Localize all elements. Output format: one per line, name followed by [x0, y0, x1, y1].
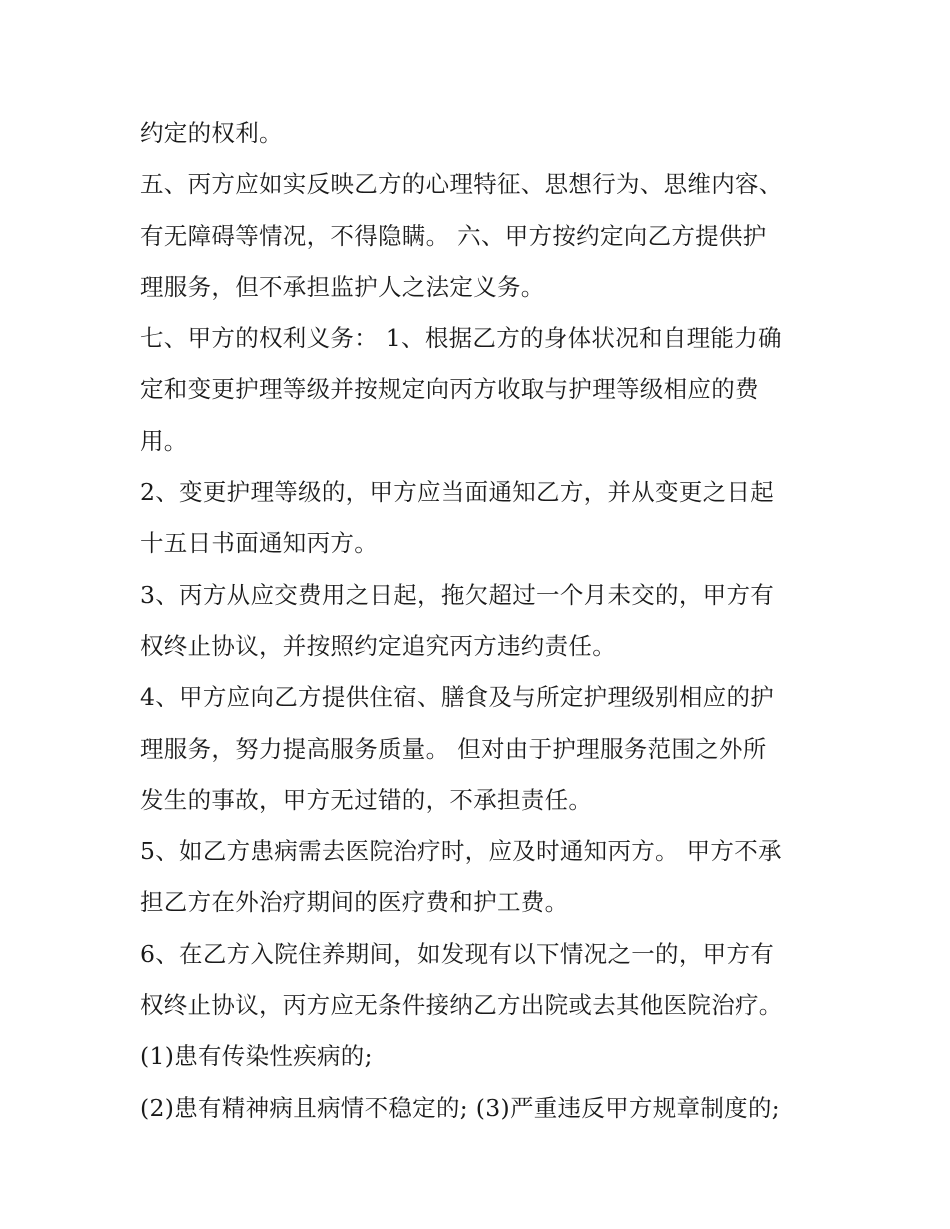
text-line: 定和变更护理等级并按规定向丙方收取与护理等级相应的费 [140, 375, 759, 404]
text-line: (2)患有精神病且病情不稳定的; (3)严重违反甲方规章制度的; [140, 1093, 780, 1122]
text-line: 权终止协议，并按照约定追究丙方违约责任。 [140, 631, 616, 660]
text-line: 2、变更护理等级的，甲方应当面通知乙方，并从变更之日起 [140, 478, 775, 507]
text-line: 权终止协议，丙方应无条件接纳乙方出院或去其他医院治疗。 [140, 991, 783, 1020]
text-line: 有无障碍等情况，不得隐瞒。 六、甲方按约定向乙方提供护 [140, 221, 767, 250]
text-line: (1)患有传染性疾病的; [140, 1042, 373, 1071]
text-line: 五、丙方应如实反映乙方的心理特征、思想行为、思维内容、 [140, 170, 783, 199]
text-line: 约定的权利。 [140, 119, 283, 147]
text-line: 4、甲方应向乙方提供住宿、膳食及与所定护理级别相应的护 [140, 683, 775, 712]
text-line: 七、甲方的权利义务： 1、根据乙方的身体状况和自理能力确 [140, 324, 782, 353]
text-line: 用。 [140, 426, 188, 455]
text-line: 发生的事故，甲方无过错的，不承担责任。 [140, 785, 593, 814]
text-line: 担乙方在外治疗期间的医疗费和护工费。 [140, 888, 569, 917]
text-line: 6、在乙方入院住养期间，如发现有以下情况之一的，甲方有 [140, 939, 775, 968]
text-line: 十五日书面通知丙方。 [140, 529, 378, 558]
text-line: 3、丙方从应交费用之日起，拖欠超过一个月未交的，甲方有 [140, 580, 775, 609]
text-line: 理服务，努力提高服务质量。 但对由于护理服务范围之外所 [140, 734, 767, 763]
text-line: 5、如乙方患病需去医院治疗时，应及时通知丙方。 甲方不承 [140, 837, 782, 866]
text-line: 理服务，但不承担监护人之法定义务。 [140, 272, 545, 301]
document-body [140, 108, 820, 1134]
